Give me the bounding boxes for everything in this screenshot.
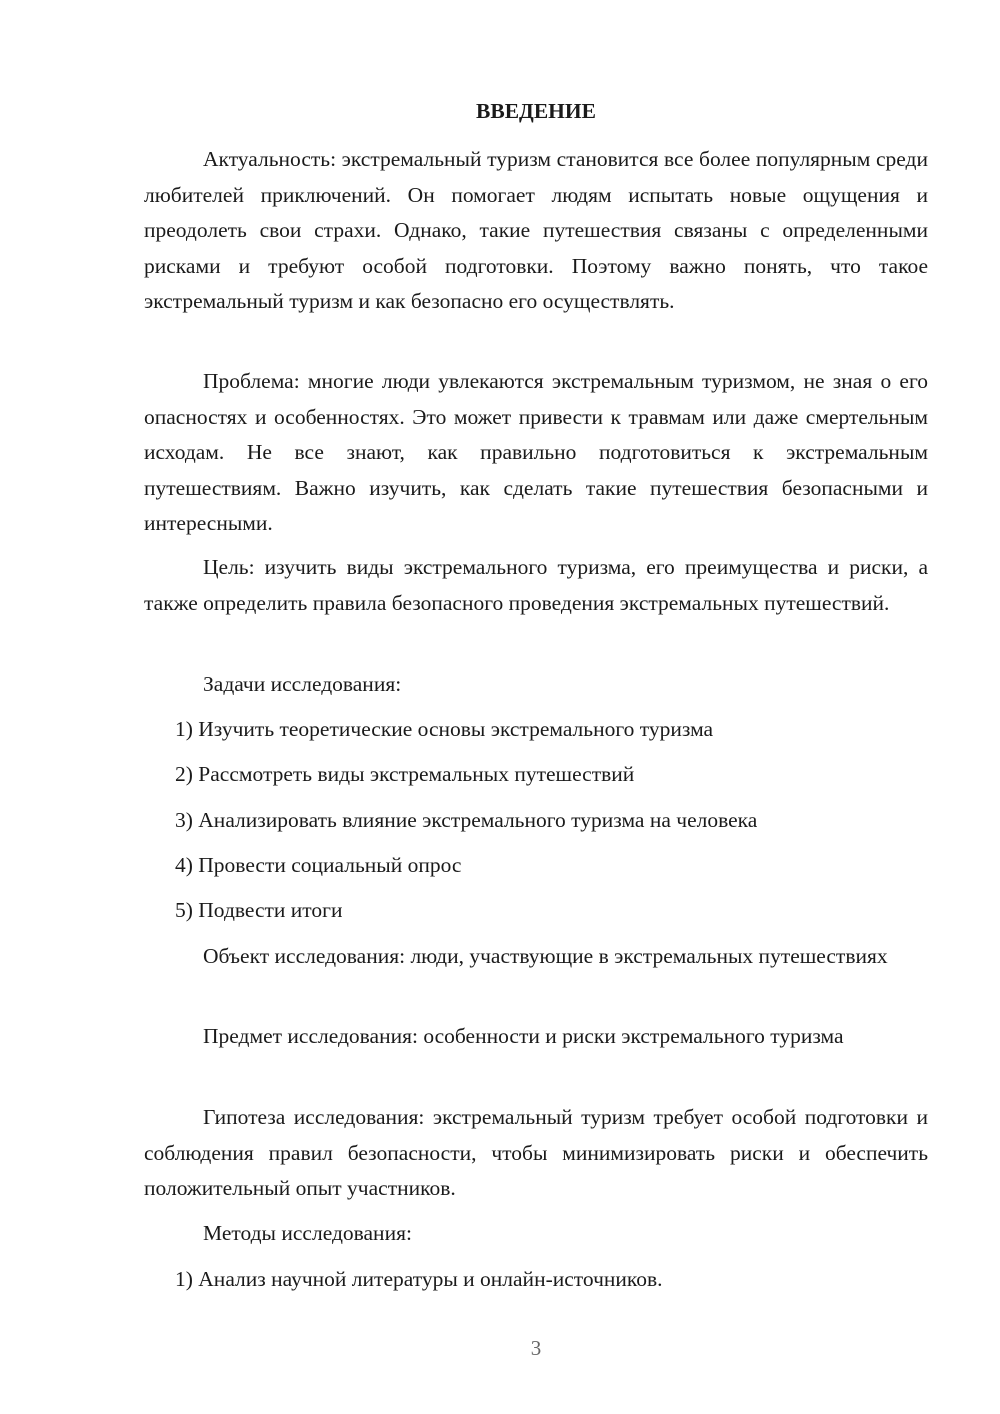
page-number: 3 (530, 1336, 542, 1360)
section-title: ВВЕДЕНИЕ (476, 99, 596, 123)
method-item: 1) Анализ научной литературы и онлайн-источников. (175, 1267, 663, 1291)
hypothesis-paragraph: Гипотеза исследования: экстремальный туризм требует особой подготовки и соблюдения правил безопасности, чтобы минимизировать риски и обеспечить положительный опыт участников. (144, 1105, 928, 1200)
task-item: 1) Изучить теоретические основы экстремального туризма (175, 717, 714, 741)
task-item: 4) Провести социальный опрос (175, 853, 462, 877)
task-item: 3) Анализировать влияние экстремального туризма на человека (175, 808, 758, 832)
tasks-heading: Задачи исследования: (203, 672, 402, 696)
relevance-paragraph: Актуальность: экстремальный туризм становится все более популярным среди любителей приключений. Он помогает людям испытать новые ощущения и преодолеть свои страхи. Однако, такие путешествия связаны с определенными рисками и требуют особой подготовки. Поэтому важно понять, что такое экстремальный туризм и как безопасно его осуществлять. (144, 147, 928, 313)
goal-paragraph: Цель: изучить виды экстремального туризма, его преимущества и риски, а также определить правила безопасного проведения экстремальных путешествий. (144, 555, 928, 615)
methods-heading: Методы исследования: (203, 1221, 412, 1245)
task-item: 5) Подвести итоги (175, 898, 343, 922)
problem-paragraph: Проблема: многие люди увлекаются экстремальным туризмом, не зная о его опасностях и особенностях. Это может привести к травмам или даже смертельным исходам. Не все знают, как правильно подготовиться к экстремальным путешествиям. Важно изучить, как сделать такие путешествия безопасными и интересными. (144, 369, 928, 535)
subject-paragraph: Предмет исследования: особенности и риски экстремального туризма (203, 1024, 844, 1048)
object-paragraph: Объект исследования: люди, участвующие в экстремальных путешествиях (203, 944, 888, 968)
task-item: 2) Рассмотреть виды экстремальных путешествий (175, 762, 635, 786)
